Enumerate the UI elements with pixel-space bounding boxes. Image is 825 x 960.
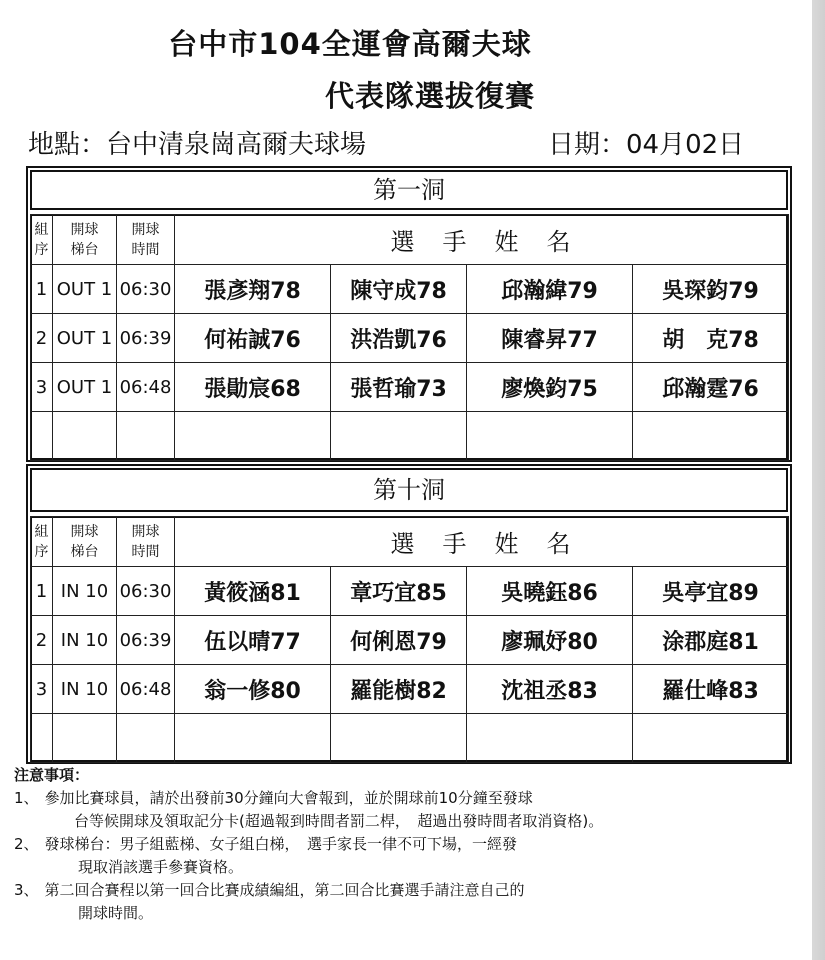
empty-cell <box>467 412 633 461</box>
tee-cell: IN 10 <box>53 665 117 714</box>
table-row <box>31 265 789 314</box>
empty-cell <box>117 714 175 763</box>
note-text: 參加比賽球員，請於出發前30分鐘向大會報到，並於開球前10分鐘至發球 <box>44 789 533 807</box>
note-text: 第二回合賽程以第一回合比賽成績編組，第二回合比賽選手請注意自己的 <box>44 881 525 899</box>
hole-1-table <box>30 214 789 461</box>
note-text-continued: 開球時間。 <box>78 904 154 922</box>
page-edge <box>812 0 825 960</box>
empty-cell <box>633 714 789 763</box>
player-cell: 張彥翔78 <box>175 265 331 314</box>
empty-cell <box>53 412 117 461</box>
player-names-header: 選 手 姓 名 <box>175 215 789 265</box>
hole-1-title-box <box>30 170 788 210</box>
player-cell: 陳睿昇77 <box>467 314 633 363</box>
empty-cell <box>175 412 331 461</box>
hole-1-title: 第一洞 <box>373 176 445 204</box>
time-cell: 06:30 <box>117 567 175 616</box>
empty-cell <box>467 714 633 763</box>
empty-cell <box>331 412 467 461</box>
group-number: 1 <box>31 567 53 616</box>
table-row <box>31 567 789 616</box>
player-names-header: 選 手 姓 名 <box>175 517 789 567</box>
empty-cell <box>633 412 789 461</box>
player-cell: 何祐誠76 <box>175 314 331 363</box>
player-cell: 張哲瑜73 <box>331 363 467 412</box>
note-item-3 <box>14 879 804 902</box>
player-cell: 胡 克78 <box>633 314 789 363</box>
group-number: 3 <box>31 363 53 412</box>
page-title: 台中市104全運會高爾夫球 <box>168 27 532 61</box>
tee-cell: OUT 1 <box>53 363 117 412</box>
note-label: 2、 <box>14 835 39 853</box>
note-text: 發球梯台：男子組藍梯、女子組白梯， 選手家長一律不可下場，一經發 <box>44 835 518 853</box>
table-header-row <box>31 215 789 265</box>
table-row-empty <box>31 714 789 763</box>
player-cell: 陳守成78 <box>331 265 467 314</box>
player-cell: 邱瀚霆76 <box>633 363 789 412</box>
hole-1-section <box>26 166 792 462</box>
player-cell: 涂郡庭81 <box>633 616 789 665</box>
group-number: 2 <box>31 314 53 363</box>
notes-section <box>14 764 804 925</box>
tee-header: 開球 梯台 <box>53 215 117 265</box>
player-cell: 伍以晴77 <box>175 616 331 665</box>
empty-cell <box>31 714 53 763</box>
table-row-empty <box>31 412 789 461</box>
note-text-continued: 現取消該選手參賽資格。 <box>78 858 244 876</box>
time-cell: 06:39 <box>117 314 175 363</box>
hole-10-table-box <box>30 516 788 762</box>
player-cell: 洪浩凱76 <box>331 314 467 363</box>
hole-10-title-box <box>30 468 788 512</box>
note-item-1 <box>14 787 804 810</box>
player-cell: 羅仕峰83 <box>633 665 789 714</box>
tee-cell: OUT 1 <box>53 265 117 314</box>
player-cell: 章巧宜85 <box>331 567 467 616</box>
player-cell: 吳琛鈞79 <box>633 265 789 314</box>
time-header: 開球 時間 <box>117 517 175 567</box>
group-header: 組 序 <box>31 517 53 567</box>
time-cell: 06:39 <box>117 616 175 665</box>
empty-cell <box>331 714 467 763</box>
tee-cell: IN 10 <box>53 616 117 665</box>
player-cell: 吳亭宜89 <box>633 567 789 616</box>
date-label: 日期：04月02日 <box>548 130 745 160</box>
group-number: 1 <box>31 265 53 314</box>
tee-header: 開球 梯台 <box>53 517 117 567</box>
player-cell: 沈祖丞83 <box>467 665 633 714</box>
player-cell: 何俐恩79 <box>331 616 467 665</box>
tee-cell: IN 10 <box>53 567 117 616</box>
player-cell: 廖煥鈞75 <box>467 363 633 412</box>
table-row <box>31 314 789 363</box>
player-cell: 張勛宸68 <box>175 363 331 412</box>
tee-cell: OUT 1 <box>53 314 117 363</box>
player-cell: 黃筱涵81 <box>175 567 331 616</box>
hole-10-table <box>30 516 789 763</box>
player-cell: 翁一修80 <box>175 665 331 714</box>
hole-1-table-box <box>30 214 788 460</box>
note-item-2 <box>14 833 804 856</box>
note-text-continued: 台等候開球及領取記分卡(超過報到時間者罰二桿， 超過出發時間者取消資格)。 <box>74 812 604 830</box>
player-cell: 廖珮妤80 <box>467 616 633 665</box>
time-cell: 06:48 <box>117 363 175 412</box>
time-cell: 06:48 <box>117 665 175 714</box>
group-header: 組 序 <box>31 215 53 265</box>
player-cell: 邱瀚緯79 <box>467 265 633 314</box>
group-number: 2 <box>31 616 53 665</box>
hole-10-title: 第十洞 <box>373 476 445 504</box>
time-header: 開球 時間 <box>117 215 175 265</box>
empty-cell <box>31 412 53 461</box>
player-cell: 羅能樹82 <box>331 665 467 714</box>
table-row <box>31 363 789 412</box>
venue-label: 地點：台中清泉崗高爾夫球場 <box>28 130 367 160</box>
page-subtitle: 代表隊選拔復賽 <box>324 79 535 113</box>
empty-cell <box>117 412 175 461</box>
empty-cell <box>53 714 117 763</box>
table-header-row <box>31 517 789 567</box>
table-row <box>31 665 789 714</box>
empty-cell <box>175 714 331 763</box>
notes-heading: 注意事項： <box>14 766 90 784</box>
hole-10-section <box>26 464 792 764</box>
player-cell: 吳曉鈺86 <box>467 567 633 616</box>
group-number: 3 <box>31 665 53 714</box>
time-cell: 06:30 <box>117 265 175 314</box>
table-row <box>31 616 789 665</box>
note-label: 3、 <box>14 881 39 899</box>
note-label: 1、 <box>14 789 39 807</box>
